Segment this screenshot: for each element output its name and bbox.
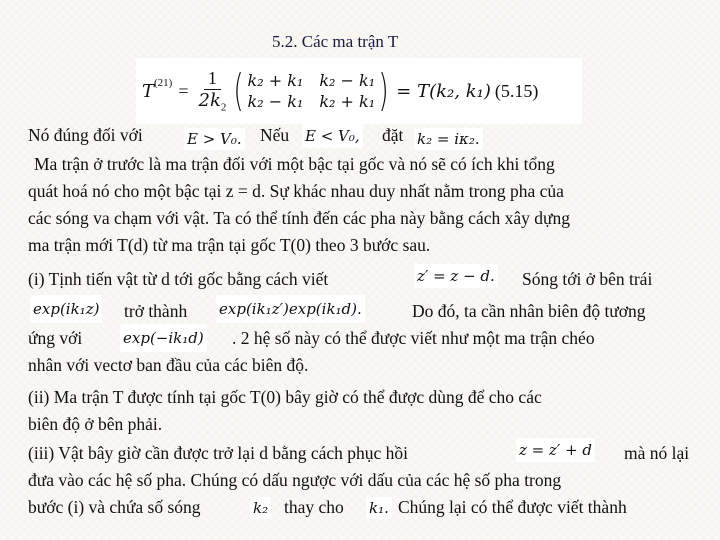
eq-rhs: = T(k₂, k₁)	[396, 80, 491, 102]
inline-eq-exp-neg: exp(−ik₁d)	[120, 324, 207, 352]
eq-lhs-sup: (21)	[154, 77, 173, 89]
frac-denominator: 2k	[198, 90, 221, 112]
matrix-cell-11: k₂ + k₁	[247, 71, 304, 90]
eq-matrix	[248, 71, 376, 111]
step3-text-d: bước (i) và chứa số sóng	[28, 497, 201, 517]
inline-eq-E-gt-V0: E > V₀.	[184, 128, 245, 150]
inline-eq-k2-wave: k₂	[250, 497, 271, 519]
inline-eq-exp-ik1z: exp(ik₁z)	[30, 295, 102, 323]
para1-line4: ma trận mới T(d) từ ma trận tại gốc T(0) theo 3 bước sau.	[28, 235, 431, 255]
page-title: 5.2. Các ma trận T	[272, 32, 399, 51]
inline-eq-k2: k₂ = iκ₂.	[414, 128, 483, 150]
matrix-cell-22: k₂ + k₁	[319, 92, 376, 111]
para1-line3: các sóng va chạm với vật. Ta có thể tính đến các pha này bằng cách xây dựng	[28, 208, 570, 228]
matrix-cell-21: k₂ − k₁	[247, 92, 304, 111]
inline-eq-exp-product: exp(ik₁z′)exp(ik₁d).	[216, 295, 365, 323]
eq-lhs: T	[142, 80, 155, 102]
matrix-cell-12: k₂ − k₁	[319, 71, 376, 90]
line1-text-a: Nó đúng đối với	[28, 125, 143, 145]
para1-line1: Ma trận ở trước là ma trận đối với một bậc tại gốc và nó sẽ có ích khi tổng	[34, 154, 555, 174]
inline-eq-z-restore: z = z′ + d	[516, 438, 595, 462]
step1-text-c: trở thành	[124, 301, 188, 321]
step1-text-d: Do đó, ta cần nhân biên độ tương	[412, 301, 646, 321]
step1-text-e: ứng với	[28, 328, 83, 348]
equation-5-15: T $^{(21)}$ = $\frac{1}{2k_2}$ ( k₂ + k₁ k₂ − k₁ k₂ − k₁ k₂ + k₁ ) = T(k₂, k₁) (5.15)	[136, 58, 582, 124]
line1-text-c: đặt	[382, 125, 404, 145]
step3-text-e: thay cho	[284, 497, 344, 517]
eq-number: (5.15)	[494, 80, 539, 101]
step3-text-a: (iii) Vật bây giờ cần được trở lại d bằng cách phục hồi	[28, 443, 409, 463]
step1-text-g: nhân với vectơ ban đầu của các biên độ.	[28, 355, 309, 375]
step3-text-c: đưa vào các hệ số pha. Chúng có dấu ngược với dấu của các hệ số pha trong	[28, 470, 562, 490]
step3-text-f: Chúng lại có thể được viết thành	[398, 497, 627, 517]
frac-numerator: 1	[204, 68, 221, 90]
inline-eq-z-prime: z′ = z − d.	[414, 264, 498, 288]
step1-text-a: (i) Tịnh tiến vật từ d tới gốc bằng cách viết	[28, 269, 329, 289]
step3-text-b: mà nó lại	[624, 443, 690, 463]
step1-text-f: . 2 hệ số này có thể được viết như một ma trận chéo	[232, 328, 595, 348]
step2-line2: biên độ ở bên phải.	[28, 414, 163, 434]
step1-text-b: Sóng tới ở bên trái	[522, 269, 653, 289]
step2-line1: (ii) Ma trận T được tính tại gốc T(0) bây giờ có thể được dùng để cho các	[28, 387, 542, 407]
inline-eq-k1-wave: k₁.	[366, 497, 392, 519]
para1-line2: quát hoá nó cho một bậc tại z = d. Sự khác nhau duy nhất nằm trong pha của	[28, 181, 564, 201]
line1-text-b: Nếu	[260, 125, 290, 145]
frac-denominator-sub: 2	[220, 101, 227, 114]
inline-eq-E-lt-V0: E < V₀,	[302, 124, 363, 148]
eq-fraction	[195, 68, 231, 114]
